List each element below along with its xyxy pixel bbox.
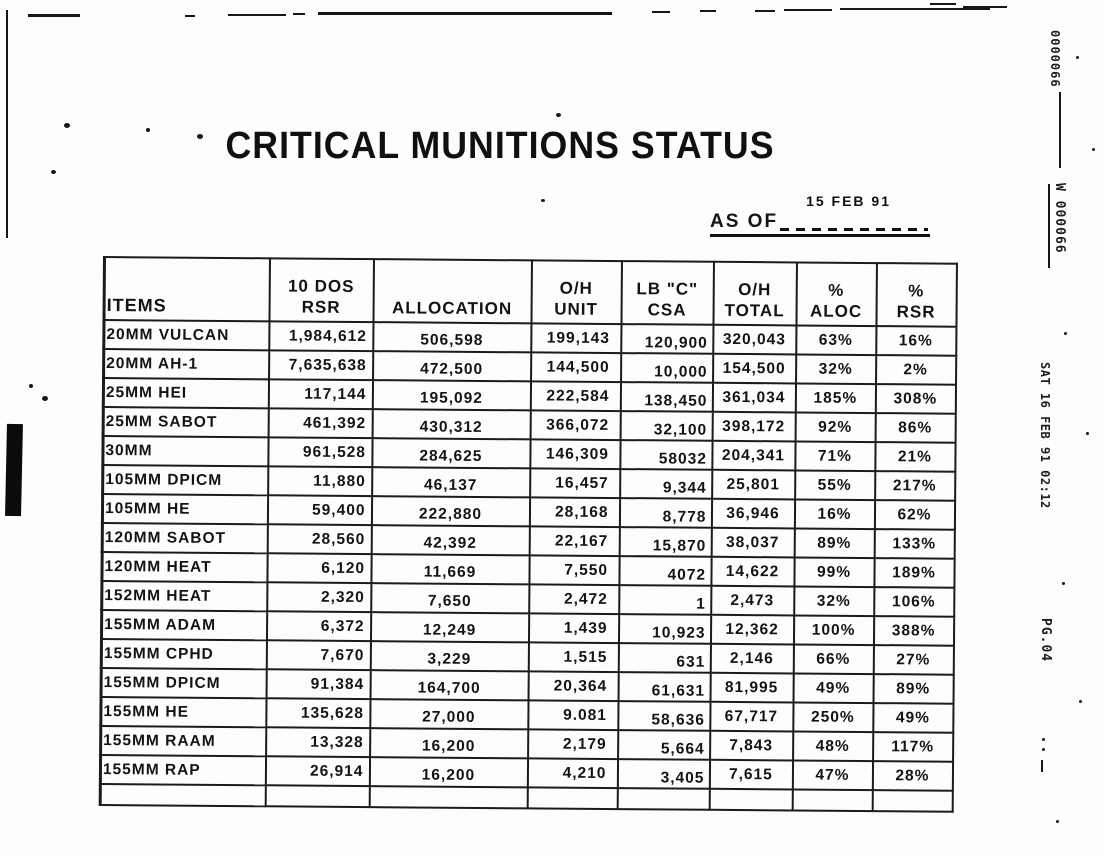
cell-oh_unit: 146,309 [530,439,620,469]
cell-oh_total: 36,946 [711,499,794,529]
cell-oh_total: 7,615 [709,760,792,790]
cell-item: 105MM HE [102,494,267,524]
cell-item: 155MM RAP [100,755,265,785]
cell-item: 152MM HEAT [102,581,267,611]
cell-item: 20MM VULCAN [104,320,269,350]
cell-oh_total: 320,043 [713,325,796,355]
scan-dot [42,396,48,401]
cell-pct_aloc: 47% [792,760,872,790]
cell-oh_unit: 16,457 [530,468,620,498]
cell-oh_total: 12,362 [710,615,793,645]
cell-pct_rsr: 62% [874,500,954,530]
cell-allocation: 430,312 [372,409,530,439]
scan-dot [51,170,56,174]
cell-allocation: 472,500 [373,351,531,381]
cell-lb_c_csa: 58,636 [618,701,710,731]
munitions-table [99,256,958,813]
cell-oh_unit: 7,550 [529,555,619,585]
cell-oh_total: 361,034 [712,383,795,413]
header-allocation: ALLOCATION [373,259,531,323]
cell-oh_unit: 2,179 [528,729,618,759]
cell-lb_c_csa: 9,344 [620,469,712,499]
cell-allocation: 284,625 [372,438,530,468]
cell-item: 120MM HEAT [102,552,267,582]
cell-empty [369,786,527,808]
cell-empty [265,785,369,807]
header-lb_c_csa: LB "C" CSA [621,261,713,325]
cell-pct_aloc: 71% [795,441,875,471]
cell-allocation: 7,650 [371,583,529,613]
cell-pct_rsr: 106% [874,587,954,617]
cell-dos_rsr: 26,914 [265,756,369,786]
cell-oh_total: 38,037 [711,528,794,558]
cell-pct_rsr: 21% [875,442,955,472]
header-dos_rsr: 10 DOS RSR [269,258,373,322]
scan-black-streak [5,424,23,516]
header-oh_unit: O/H UNIT [531,260,621,324]
cell-dos_rsr: 1,984,612 [269,321,373,351]
cell-pct_aloc: 66% [793,644,873,674]
cell-dos_rsr: 7,670 [266,640,370,670]
cell-pct_rsr: 133% [874,529,954,559]
cell-oh_unit: 366,072 [530,410,620,440]
scan-dot [1064,332,1067,335]
cell-pct_aloc: 16% [794,499,874,529]
cell-lb_c_csa: 120,900 [621,324,713,354]
scan-line-top [700,10,716,12]
scan-line-top [930,3,956,5]
cell-pct_rsr: 189% [874,558,954,588]
cell-allocation: 12,249 [370,612,528,642]
cell-pct_aloc: 63% [796,325,876,355]
cell-oh_total: 7,843 [710,731,793,761]
cell-oh_total: 81,995 [710,673,793,703]
margin-serial-mid: W 000066 [1052,183,1067,254]
scan-line-top [784,9,832,11]
scan-line-top [293,13,305,15]
cell-dos_rsr: 13,328 [266,727,370,757]
cell-dos_rsr: 2,320 [267,582,371,612]
cell-item: 155MM RAAM [101,726,266,756]
cell-lb_c_csa: 58032 [620,440,712,470]
cell-pct_aloc: 250% [793,702,873,732]
scan-line-top [228,14,286,16]
cell-oh_total: 67,717 [710,702,793,732]
cell-oh_unit: 1,515 [528,642,618,672]
cell-pct_aloc: 185% [795,383,875,413]
cell-item: 30MM [103,436,268,466]
cell-lb_c_csa: 1 [619,585,711,615]
scan-dot [556,113,561,117]
cell-lb_c_csa: 138,450 [620,382,712,412]
cell-pct_rsr: 49% [873,703,953,733]
cell-dos_rsr: 28,560 [267,524,371,554]
scan-dot [29,384,33,388]
cell-oh_total: 398,172 [712,412,795,442]
cell-pct_aloc: 100% [793,615,873,645]
cell-lb_c_csa: 8,778 [619,498,711,528]
cell-allocation: 222,880 [371,496,529,526]
munitions-table-wrap [99,256,958,813]
scan-line-top [185,15,195,17]
cell-pct_aloc: 99% [794,557,874,587]
cell-pct_aloc: 55% [795,470,875,500]
cell-pct_aloc: 49% [793,673,873,703]
cell-item: 25MM SABOT [103,407,268,437]
cell-oh_total: 25,801 [712,470,795,500]
cell-allocation: 27,000 [370,699,528,729]
cell-lb_c_csa: 32,100 [620,411,712,441]
cell-oh_unit: 144,500 [531,352,621,382]
margin-serial-mid-underline [1048,184,1050,268]
scan-dot [1076,56,1079,59]
cell-lb_c_csa: 61,631 [618,672,710,702]
cell-lb_c_csa: 3,405 [617,759,709,789]
cell-pct_aloc: 92% [795,412,875,442]
cell-pct_rsr: 217% [875,471,955,501]
margin-serial-top: 0000066 [1048,30,1062,88]
scan-line-top [963,6,1007,8]
margin-timestamp: SAT 16 FEB 91 02:12 [1038,362,1052,509]
table-body [100,320,956,812]
scan-line-top [652,11,670,13]
cell-item: 155MM ADAM [101,610,266,640]
scan-line-top [840,8,990,10]
cell-oh_unit: 4,210 [527,758,617,788]
cell-pct_aloc: 89% [794,528,874,558]
scan-dot [1062,582,1065,585]
cell-dos_rsr: 6,120 [267,553,371,583]
cell-lb_c_csa: 15,870 [619,527,711,557]
as-of-block [710,193,930,237]
cell-oh_total: 2,146 [710,644,793,674]
cell-dos_rsr: 11,880 [268,466,372,496]
cell-dos_rsr: 59,400 [267,495,371,525]
cell-dos_rsr: 961,528 [268,437,372,467]
cell-item: 155MM CPHD [101,639,266,669]
scan-line-top [318,12,612,15]
cell-pct_rsr: 388% [873,616,953,646]
cell-allocation: 195,092 [372,380,530,410]
cell-empty [527,787,617,809]
cell-item: 20MM AH-1 [104,349,269,379]
cell-oh_unit: 28,168 [529,497,619,527]
page-title: CRITICAL MUNITIONS STATUS [225,124,775,167]
cell-allocation: 11,669 [371,554,529,584]
cell-pct_rsr: 86% [875,413,955,443]
scan-dot [1042,738,1045,741]
cell-allocation: 16,200 [370,728,528,758]
cell-pct_rsr: 89% [873,674,953,704]
cell-oh_unit: 2,472 [529,584,619,614]
scan-dot [1092,148,1095,151]
cell-pct_rsr: 308% [875,384,955,414]
margin-page-number: PG.04 [1038,618,1053,663]
cell-allocation: 506,598 [373,322,531,352]
cell-pct_rsr: 27% [873,645,953,675]
cell-item: 120MM SABOT [102,523,267,553]
scan-dot [1086,432,1089,435]
table-header-row [104,257,956,327]
scan-dot [541,199,545,202]
cell-dos_rsr: 461,392 [268,408,372,438]
cell-allocation: 46,137 [372,467,530,497]
cell-item: 105MM DPICM [103,465,268,495]
cell-oh_unit: 22,167 [529,526,619,556]
cell-pct_rsr: 117% [873,732,953,762]
cell-dos_rsr: 117,144 [268,379,372,409]
cell-empty [100,784,265,806]
cell-oh_total: 2,473 [711,586,794,616]
as-of-date: 15 FEB 91 [806,193,891,209]
cell-pct_aloc: 48% [793,731,873,761]
cell-pct_aloc: 32% [796,354,876,384]
cell-empty [709,789,792,811]
cell-empty [792,789,872,811]
cell-lb_c_csa: 10,923 [618,614,710,644]
margin-serial-top-underline [1059,92,1061,168]
cell-pct_rsr: 2% [876,355,956,385]
header-item: ITEMS [104,257,269,321]
scan-line-top [755,10,775,12]
cell-oh_unit: 9.081 [528,700,618,730]
cell-dos_rsr: 7,635,638 [269,350,373,380]
cell-dos_rsr: 135,628 [266,698,370,728]
cell-dos_rsr: 6,372 [266,611,370,641]
cell-allocation: 164,700 [370,670,528,700]
scan-mark [1041,760,1043,772]
cell-oh_unit: 222,584 [530,381,620,411]
cell-empty [617,788,709,810]
as-of-label: AS OF [710,211,778,237]
cell-item: 25MM HEI [103,378,268,408]
cell-item: 155MM HE [101,697,266,727]
cell-oh_unit: 1,439 [528,613,618,643]
cell-lb_c_csa: 10,000 [621,353,713,383]
as-of-fill-line [778,193,930,237]
cell-oh_unit: 20,364 [528,671,618,701]
cell-dos_rsr: 91,384 [266,669,370,699]
cell-oh_total: 14,622 [711,557,794,587]
header-pct_rsr: % RSR [876,263,956,327]
scan-line-top [28,14,80,17]
cell-lb_c_csa: 631 [618,643,710,673]
cell-empty [872,790,952,812]
cell-allocation: 42,392 [371,525,529,555]
cell-pct_rsr: 16% [876,326,956,356]
scan-dot [1056,820,1059,823]
scan-dot [1042,748,1045,751]
header-oh_total: O/H TOTAL [713,262,796,326]
cell-item: 155MM DPICM [101,668,266,698]
cell-oh_total: 204,341 [712,441,795,471]
header-pct_aloc: % ALOC [796,262,876,326]
cell-allocation: 16,200 [369,757,527,787]
cell-lb_c_csa: 5,664 [618,730,710,760]
scan-dot [1079,700,1082,703]
cell-allocation: 3,229 [370,641,528,671]
cell-oh_unit: 199,143 [531,323,621,353]
cell-lb_c_csa: 4072 [619,556,711,586]
cell-oh_total: 154,500 [713,354,796,384]
cell-pct_rsr: 28% [872,761,952,791]
cell-pct_aloc: 32% [794,586,874,616]
